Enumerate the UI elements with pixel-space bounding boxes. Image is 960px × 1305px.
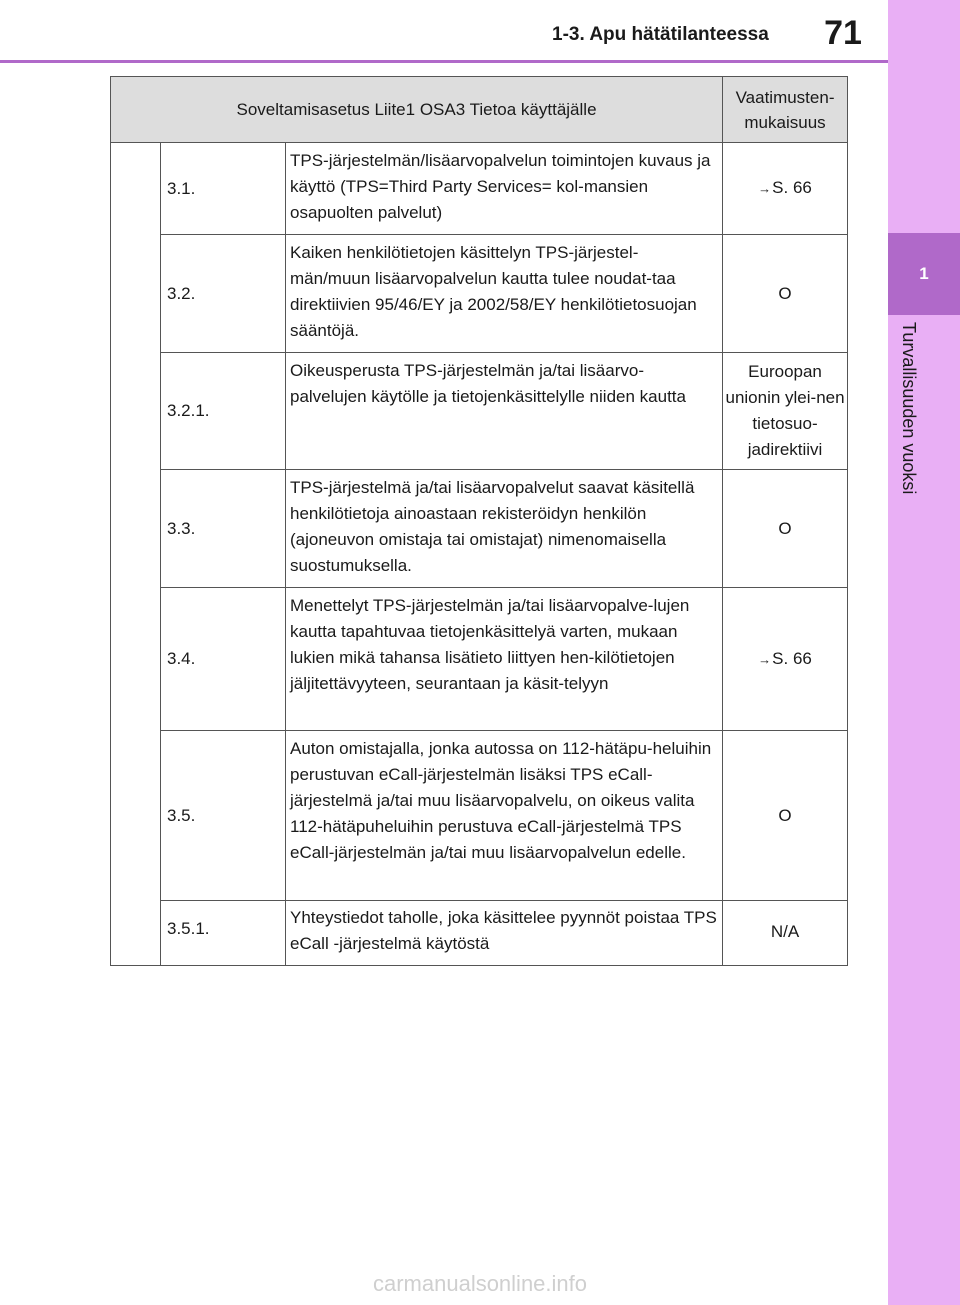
item-conformity xyxy=(723,235,848,353)
item-conformity[interactable] xyxy=(723,588,848,731)
conformity-value: O xyxy=(778,805,792,825)
item-description: TPS-järjestelmän/lisäarvopalvelun toimintojen kuvaus ja käyttö (TPS=Third Party Services= kol-mansien osapuolten palvelut) xyxy=(286,143,723,235)
page-reference-arrow-icon: → xyxy=(758,651,772,667)
conformity-value: S. 66 xyxy=(772,648,812,668)
page-number: 71 xyxy=(824,14,862,52)
chapter-number-tab[interactable]: 1 xyxy=(888,233,960,315)
item-conformity xyxy=(723,901,848,966)
table-row xyxy=(111,235,848,353)
table-header-row xyxy=(111,77,848,143)
item-number: 3.5. xyxy=(161,731,286,901)
item-number: 3.4. xyxy=(161,588,286,731)
item-conformity[interactable] xyxy=(723,143,848,235)
item-number: 3.2. xyxy=(161,235,286,353)
header-regulation: Soveltamisasetus Liite1 OSA3 Tietoa käyttäjälle xyxy=(111,77,723,143)
section-title: 1-3. Apu hätätilanteessa xyxy=(552,24,769,45)
header-divider xyxy=(0,60,888,63)
conformity-value: N/A xyxy=(770,922,800,941)
table-row xyxy=(111,731,848,901)
table-row xyxy=(111,353,848,470)
page-reference-arrow-icon: → xyxy=(758,181,772,196)
item-conformity xyxy=(723,731,848,901)
item-number: 3.3. xyxy=(161,470,286,588)
header-conformity xyxy=(723,77,848,143)
ecall-info-table xyxy=(110,76,848,966)
header-conformity-line: mukaisuus xyxy=(744,112,826,132)
watermark: carmanualsonline.info xyxy=(372,1271,588,1296)
table-row xyxy=(111,901,848,966)
table-row xyxy=(111,470,848,588)
item-number: 3.5.1. xyxy=(161,901,286,966)
chapter-name: Turvallisuuden vuoksi xyxy=(899,322,919,495)
item-conformity xyxy=(723,353,848,470)
header-conformity-line: Vaatimusten- xyxy=(735,87,835,107)
item-description: Auton omistajalla, jonka autossa on 112-hätäpu-heluihin perustuvan eCall-järjestelmän lisäksi TPS eCall-järjestelmä ja/tai muu lisäarvopalvelu, on oikeus valita 112-hätäpuheluihin perustuva eCall-järjestelmä TPS eCall-järjestelmän ja/tai muu lisäarvopalvelun edelle. xyxy=(286,731,723,901)
item-number: 3.1. xyxy=(161,143,286,235)
item-conformity xyxy=(723,470,848,588)
item-description: Yhteystiedot taholle, joka käsittelee pyynnöt poistaa TPS eCall -järjestelmä käytöstä xyxy=(286,901,723,966)
conformity-value: O xyxy=(778,283,792,303)
conformity-value: O xyxy=(778,518,792,538)
indent-cell xyxy=(111,143,161,966)
side-tab xyxy=(888,0,960,1305)
item-description: Menettelyt TPS-järjestelmän ja/tai lisäarvopalve-lujen kautta tapahtuvaa tietojenkäsittelyä varten, mukaan lukien mikä tahansa lisätieto liittyen hen-kilötietojen jäljitettävyyteen, seurantaan ja käsit-telyyn xyxy=(286,588,723,731)
table-row xyxy=(111,588,848,731)
item-description: TPS-järjestelmä ja/tai lisäarvopalvelut saavat käsitellä henkilötietoja ainoastaan rekisteröidyn henkilön (ajoneuvon omistaja tai omistajat) nimenomaisella suostumuksella. xyxy=(286,470,723,588)
item-description: Kaiken henkilötietojen käsittelyn TPS-järjestel-män/muun lisäarvopalvelun kautta tulee noudat-taa direktiivien 95/46/EY ja 2002/58/EY henkilötietosuojan sääntöjä. xyxy=(286,235,723,353)
item-description: Oikeusperusta TPS-järjestelmän ja/tai lisäarvo-palvelujen käytölle ja tietojenkäsittelylle niiden kautta xyxy=(286,353,723,470)
item-number: 3.2.1. xyxy=(161,353,286,470)
conformity-value: S. 66 xyxy=(772,178,812,197)
conformity-value: Euroopan unionin ylei-nen tietosuo-jadirektiivi xyxy=(725,362,845,459)
table-row xyxy=(111,143,848,235)
